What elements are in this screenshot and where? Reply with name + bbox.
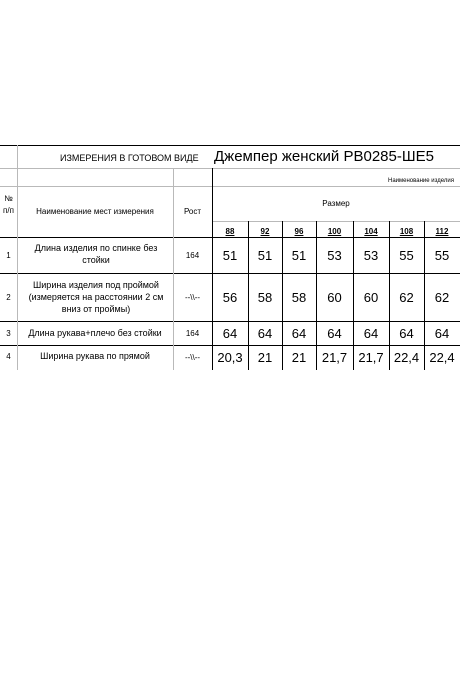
value-cell: 55 [399, 248, 414, 263]
value-cell: 53 [327, 248, 342, 263]
row-name: Длина изделия по спинке без стойки [34, 243, 158, 265]
row-height: 164 [185, 251, 200, 260]
value-cell: 64 [434, 326, 450, 341]
row-name: Длина рукава+плечо без стойки [28, 328, 162, 338]
value-cell: 58 [257, 290, 273, 305]
grid-line [0, 321, 460, 322]
value-cell: 60 [363, 290, 379, 305]
size-label: 112 [435, 227, 449, 236]
value-cell: 58 [291, 290, 307, 305]
size-label: 100 [327, 227, 342, 236]
value-cell: 64 [399, 326, 414, 341]
row-num: 1 [6, 251, 11, 260]
value-cell: 21 [257, 350, 273, 365]
size-label: 88 [225, 227, 235, 236]
column-header-name: Наименование мест измерения [36, 207, 154, 216]
value-cell: 21,7 [321, 350, 348, 365]
value-cell: 60 [327, 290, 342, 305]
grid-line [0, 237, 460, 238]
column-header-num: № п/п [3, 194, 14, 215]
row-name: Ширина рукава по прямой [40, 351, 150, 361]
table-border-top [0, 145, 460, 146]
column-header-size: Размер [322, 199, 350, 208]
item-name-label: Наименование изделия [388, 178, 454, 184]
size-label: 96 [294, 227, 304, 236]
grid-line [0, 186, 460, 187]
value-cell: 20,3 [217, 350, 243, 365]
column-header-height: Рост [183, 207, 202, 216]
measurement-table [0, 145, 460, 370]
value-cell: 51 [291, 248, 307, 263]
row-height: --\\-- [184, 293, 201, 302]
size-label: 108 [399, 227, 414, 236]
measure-label: ИЗМЕРЕНИЯ В ГОТОВОМ ВИДЕ [60, 153, 199, 163]
value-cell: 22,4 [393, 350, 420, 365]
value-cell: 64 [327, 326, 342, 341]
value-cell: 21,7 [358, 350, 384, 365]
row-num: 4 [6, 352, 11, 361]
value-cell: 51 [257, 248, 273, 263]
grid-line [0, 345, 460, 346]
grid-line [173, 168, 174, 370]
value-cell: 56 [222, 290, 238, 305]
value-cell: 51 [222, 248, 238, 263]
value-cell: 55 [434, 248, 450, 263]
value-cell: 62 [399, 290, 414, 305]
size-label: 92 [260, 227, 270, 236]
row-name: Ширина изделия под проймой (измеряется на расстоянии 2 см вниз от проймы) [28, 280, 164, 314]
grid-line [0, 273, 460, 274]
value-cell: 64 [291, 326, 307, 341]
row-num: 2 [6, 293, 11, 302]
value-cell: 21 [291, 350, 307, 365]
grid-line [0, 168, 460, 169]
value-cell: 64 [257, 326, 273, 341]
value-cell: 22,4 [429, 350, 455, 365]
row-num: 3 [6, 329, 11, 338]
grid-line [212, 221, 460, 222]
value-cell: 53 [363, 248, 379, 263]
product-title: Джемпер женский РВ0285-ШЕ5 [214, 148, 434, 165]
row-height: 164 [185, 329, 200, 338]
size-label: 104 [364, 227, 378, 236]
value-cell: 64 [363, 326, 379, 341]
value-cell: 62 [434, 290, 450, 305]
row-height: --\\-- [184, 353, 201, 362]
value-cell: 64 [222, 326, 238, 341]
